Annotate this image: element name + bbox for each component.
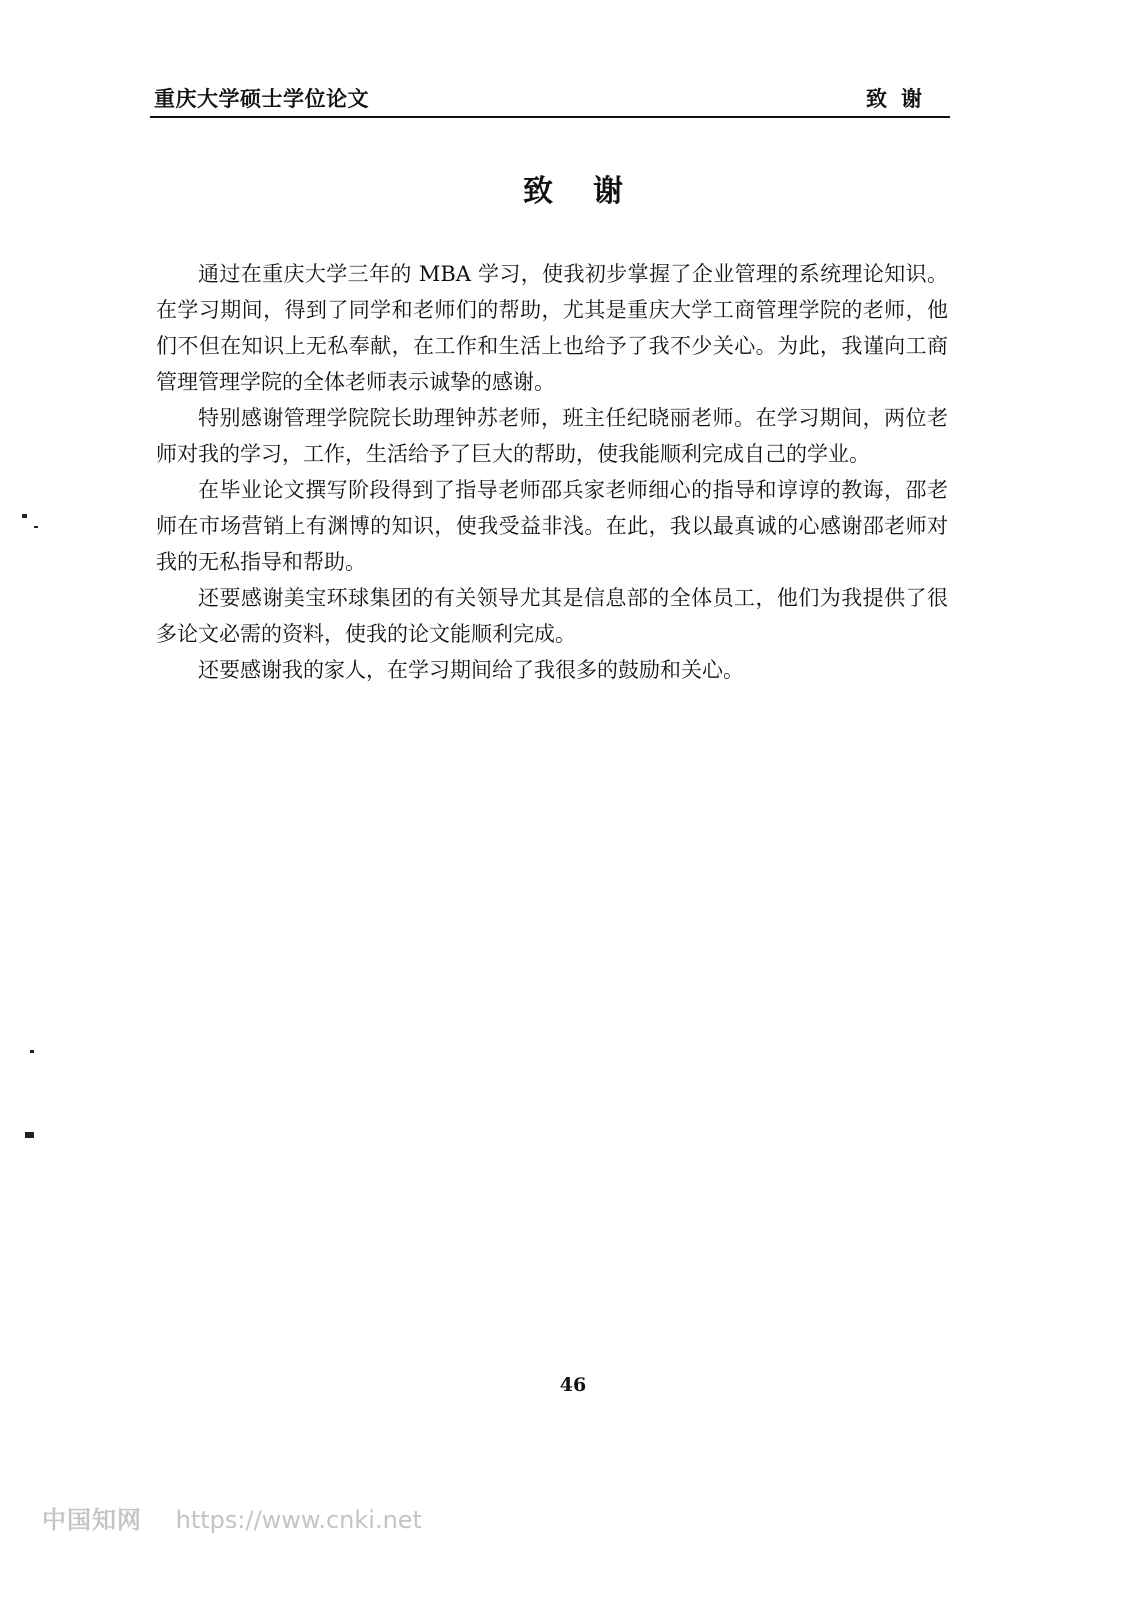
header-thesis-label: 重庆大学硕士学位论文 [154,86,369,111]
watermark [42,1505,422,1535]
scan-speck [30,1050,34,1053]
running-header [150,84,950,118]
paragraph-1: 通过在重庆大学三年的 MBA 学习，使我初步掌握了企业管理的系统理论知识。在学习期间，得到了同学和老师们的帮助，尤其是重庆大学工商管理学院的老师，他们不但在知识上无私奉献，在工作和生活上也给予了我不少关心。为此，我谨向工商管理管理学院的全体老师表示诚挚的感谢。 [156,262,948,394]
paragraph-2: 特别感谢管理学院院长助理钟苏老师，班主任纪晓丽老师。在学习期间，两位老师对我的学习，工作，生活给予了巨大的帮助，使我能顺利完成自己的学业。 [156,406,948,466]
watermark-brand: 中国知网 [42,1506,142,1534]
paragraph-3: 在毕业论文撰写阶段得到了指导老师邵兵家老师细心的指导和谆谆的教诲，邵老师在市场营销上有渊博的知识，使我受益非浅。在此，我以最真诚的心感谢邵老师对我的无私指导和帮助。 [156,478,948,574]
scan-speck [34,526,38,528]
paragraph-5: 还要感谢我的家人，在学习期间给了我很多的鼓励和关心。 [198,658,744,682]
scan-speck [25,1132,34,1138]
scan-speck [22,514,27,518]
page-number: 46 [559,1374,587,1396]
watermark-url: https://www.cnki.net [175,1506,422,1534]
paragraph-4: 还要感谢美宝环球集团的有关领导尤其是信息部的全体员工，他们为我提供了很多论文必需的资料，使我的论文能顺利完成。 [156,586,948,646]
page-title: 致谢 [523,174,663,209]
body-text [156,256,948,688]
header-section-label: 致谢 [866,86,936,111]
